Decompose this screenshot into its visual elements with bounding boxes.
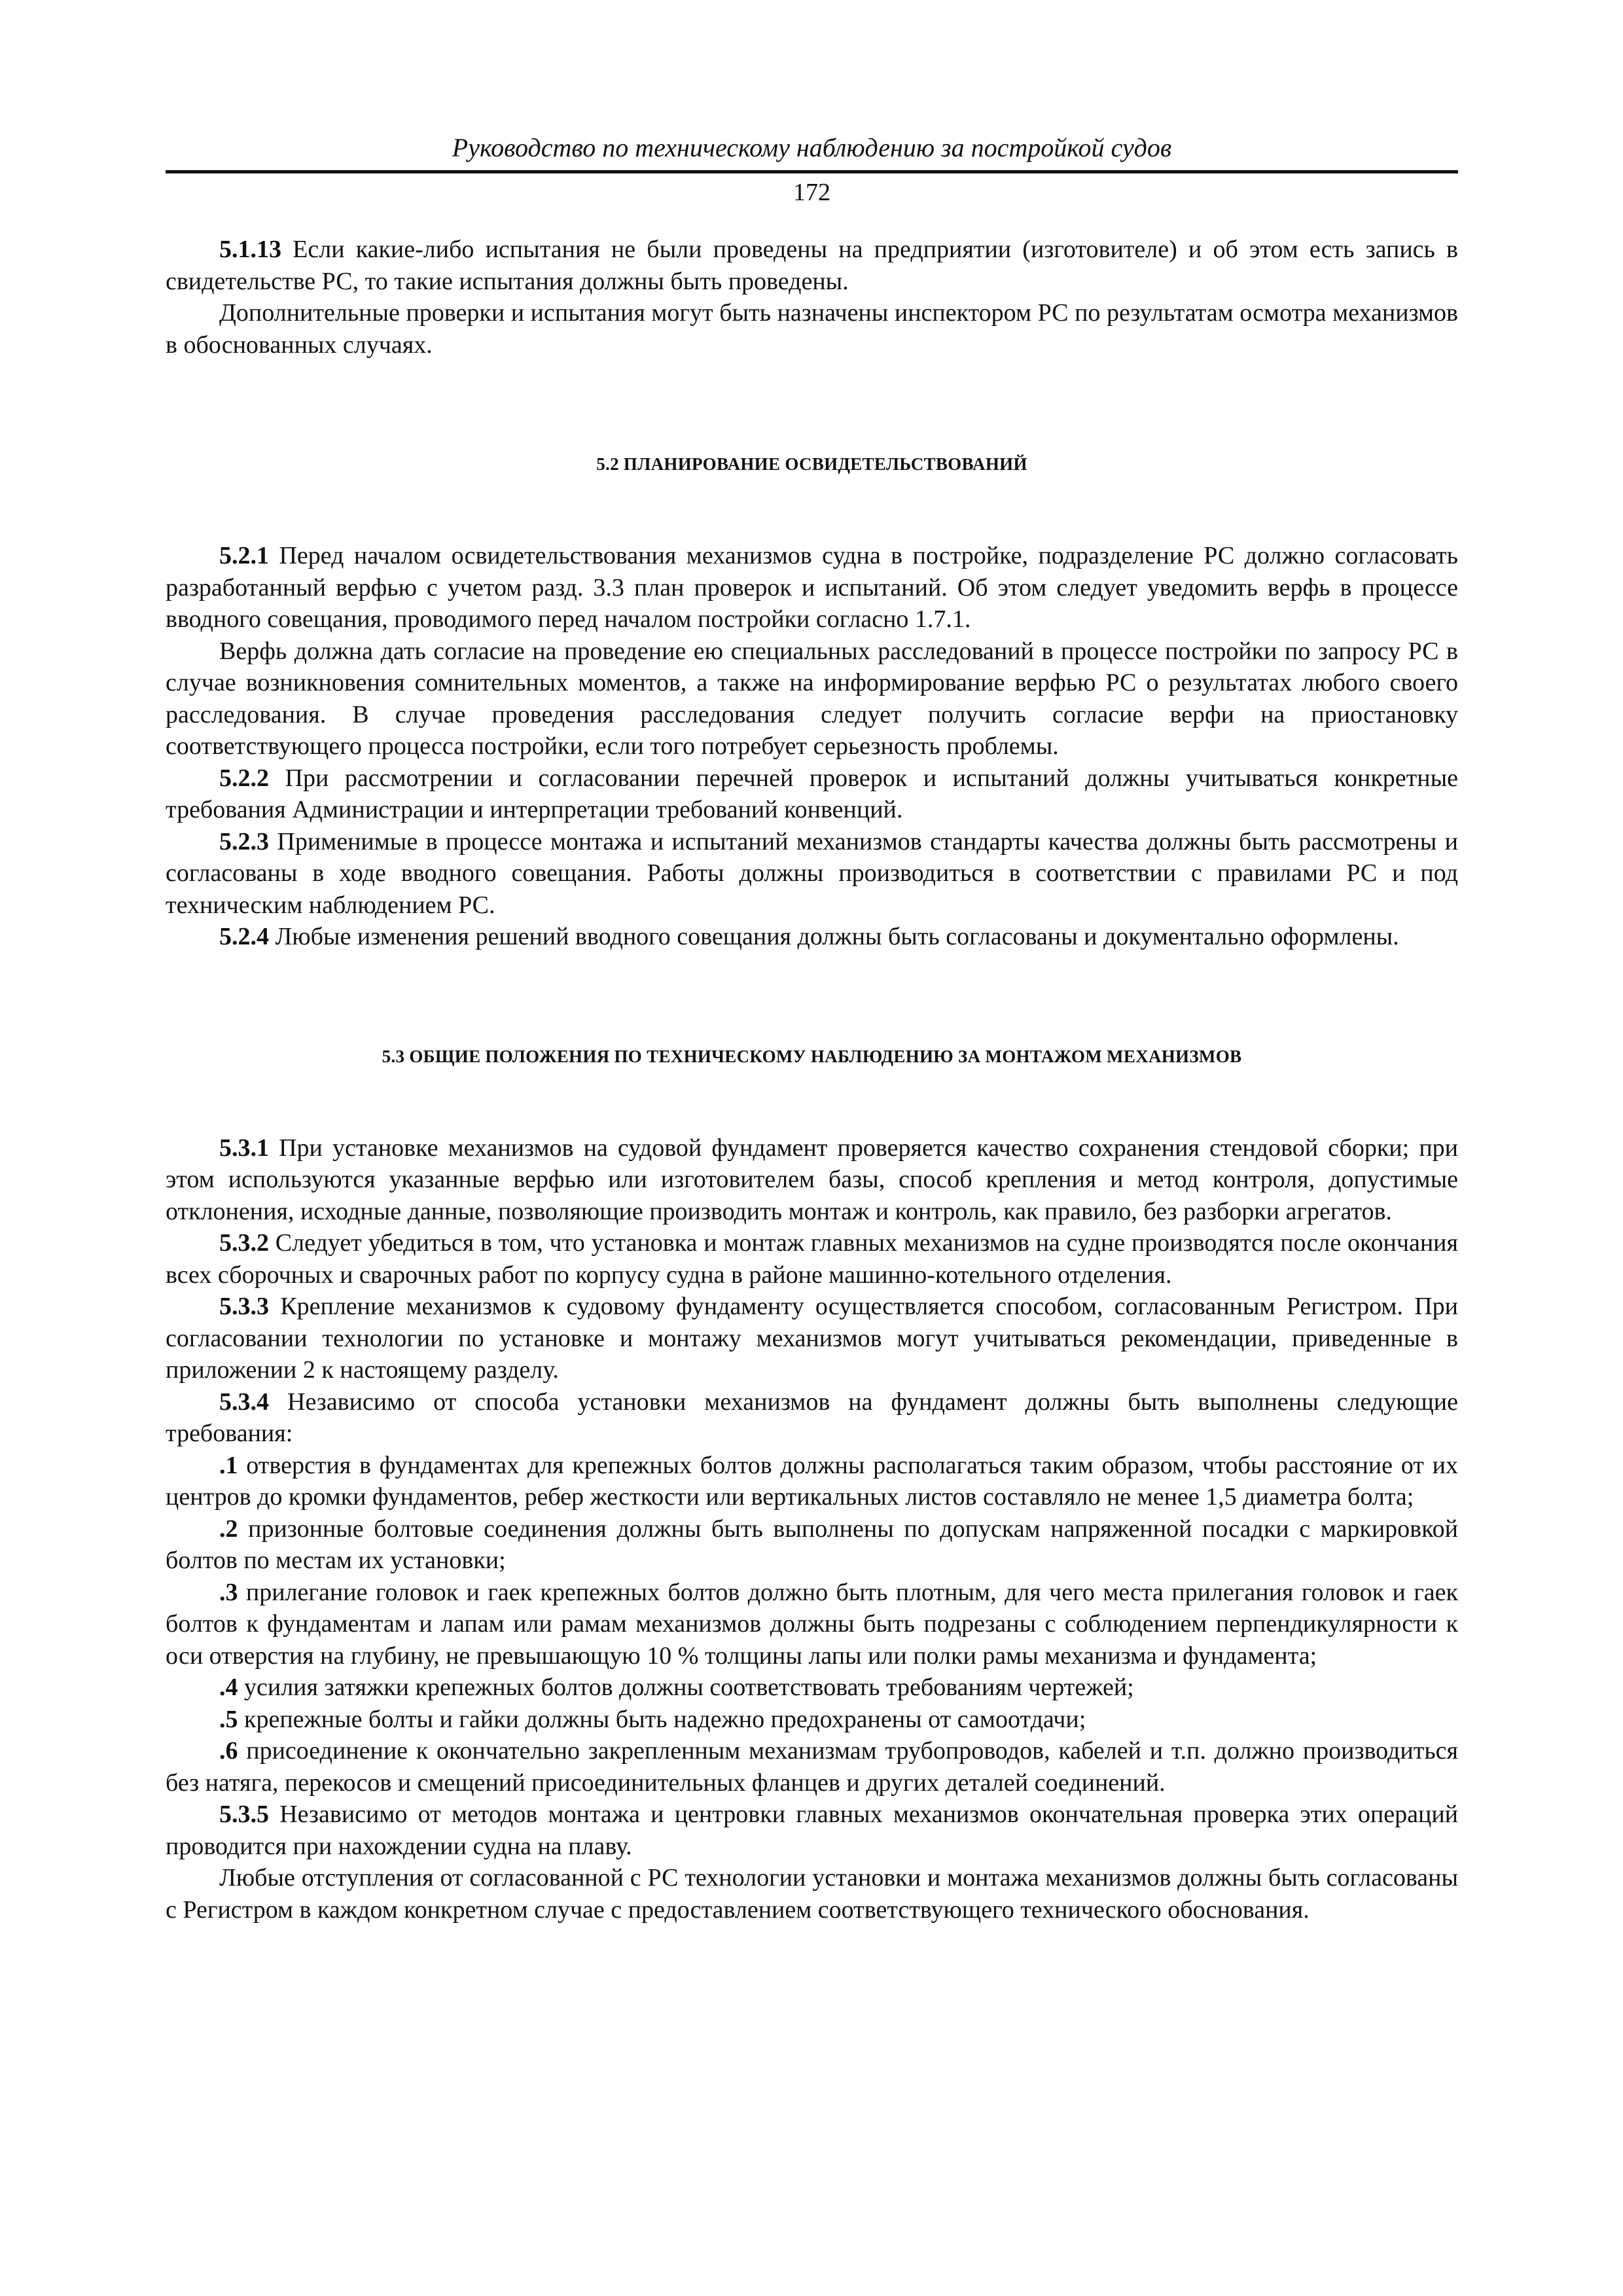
- paragraph-text: Независимо от методов монтажа и центровки главных механизмов окончательная проверка этих операций проводится при нахождении судна на плаву.: [166, 1801, 1458, 1860]
- clause-number: 5.2.1: [219, 542, 269, 569]
- clause-number: 5.2.2: [219, 764, 269, 792]
- header-rule: [166, 170, 1458, 173]
- paragraph-5-3-5-continued: [166, 1862, 1458, 1926]
- paragraph-5-1-13-continued: [166, 297, 1458, 361]
- paragraph-text: Верфь должна дать согласие на проведение ею специальных расследований в процессе постройки по запросу РС в случае возникновения сомнительных моментов, а также на информирование верфью РС о результатах любого своего расследования. В случае проведения расследования следует получить согласие верфи на приостановку соответствующего процесса постройки, если того потребует серьезность проблемы.: [166, 637, 1458, 760]
- paragraph-text: При рассмотрении и согласовании перечней проверок и испытаний должны учитываться конкретные требования Администрации и интерпретации требований конвенций.: [166, 764, 1458, 823]
- list-item-text: прилегание головок и гаек крепежных болтов должно быть плотным, для чего места прилегания головок и гаек болтов к фундаментам и лапам или рамам механизмов должны быть подрезаны с соблюдением перпендикулярности к оси отверстия на глубину, не превышающую 10 % толщины лапы или полки рамы механизма и фундамента;: [166, 1578, 1458, 1670]
- list-marker: .1: [219, 1451, 238, 1479]
- clause-number: 5.2.4: [219, 923, 269, 950]
- list-marker: .2: [219, 1515, 238, 1543]
- running-head: Руководство по техническому наблюдению за постройкой судов: [452, 133, 1172, 162]
- list-item-6: [166, 1735, 1458, 1799]
- paragraph-5-2-1-continued: [166, 636, 1458, 762]
- list-item-text: присоединение к окончательно закрепленным механизмам трубопроводов, кабелей и т.п. должно производиться без натяга, перекосов и смещений присоединительных фланцев и других деталей соединений.: [166, 1737, 1458, 1797]
- list-item-text: крепежные болты и гайки должны быть надежно предохранены от самоотдачи;: [238, 1705, 1086, 1733]
- section-title-5-2: 5.2 ПЛАНИРОВАНИЕ ОСВИДЕТЕЛЬСТВОВАНИЙ: [596, 454, 1027, 474]
- list-marker: .5: [219, 1705, 238, 1733]
- list-item-4: [166, 1672, 1458, 1704]
- paragraph-text: Дополнительные проверки и испытания могут быть назначены инспектором РС по результатам осмотра механизмов в обоснованных случаях.: [166, 299, 1458, 359]
- paragraph-text: Любые изменения решений вводного совещания должны быть согласованы и документально оформлены.: [269, 923, 1399, 950]
- clause-number: 5.3.1: [219, 1134, 269, 1162]
- clause-number: 5.3.4: [219, 1388, 269, 1416]
- paragraph-5-1-13: [166, 234, 1458, 297]
- paragraph-5-3-2: [166, 1227, 1458, 1291]
- page-number: 172: [793, 179, 830, 206]
- clause-number: 5.3.5: [219, 1801, 269, 1828]
- paragraph-5-3-3: [166, 1291, 1458, 1386]
- list-item-3: [166, 1577, 1458, 1672]
- list-item-text: призонные болтовые соединения должны быть выполнены по допускам напряженной посадки с маркировкой болтов по местам их установки;: [166, 1515, 1458, 1574]
- paragraph-5-2-3: [166, 826, 1458, 922]
- list-item-text: усилия затяжки крепежных болтов должны соответствовать требованиям чертежей;: [238, 1674, 1134, 1701]
- paragraph-text: Если какие-либо испытания не были проведены на предприятии (изготовителе) и об этом есть запись в свидетельстве РС, то такие испытания должны быть проведены.: [166, 236, 1458, 295]
- clause-number: 5.1.13: [219, 236, 281, 263]
- list-item-5: [166, 1704, 1458, 1736]
- paragraph-5-3-4: [166, 1386, 1458, 1450]
- list-marker: .3: [219, 1578, 238, 1606]
- paragraph-text: Перед началом освидетельствования механизмов судна в постройке, подразделение РС должно согласовать разработанный верфью с учетом разд. 3.3 план проверок и испытаний. Об этом следует уведомить верфь в процессе вводного совещания, проводимого перед началом постройки согласно 1.7.1.: [166, 542, 1458, 633]
- list-marker: .4: [219, 1674, 238, 1701]
- list-marker: .6: [219, 1737, 238, 1765]
- paragraph-5-3-1: [166, 1132, 1458, 1228]
- paragraph-text: При установке механизмов на судовой фундамент проверяется качество сохранения стендовой сборки; при этом используются указанные верфью или изготовителем базы, способ крепления и метод контроля, допустимые отклонения, исходные данные, позволяющие производить монтаж и контроль, как правило, без разборки агрегатов.: [166, 1134, 1458, 1225]
- clause-number: 5.2.3: [219, 827, 269, 855]
- list-item-2: [166, 1513, 1458, 1577]
- paragraph-text: Любые отступления от согласованной с РС технологии установки и монтажа механизмов должны быть согласованы с Регистром в каждом конкретном случае с предоставлением соответствующего технического обоснования.: [166, 1864, 1458, 1924]
- document-page: [166, 131, 1458, 1926]
- paragraph-5-2-4: [166, 921, 1458, 953]
- paragraph-text: Следует убедиться в том, что установка и монтаж главных механизмов на судне производятся после окончания всех сборочных и сварочных работ по корпусу судна в районе машинно-котельного отделения.: [166, 1229, 1458, 1289]
- section-title-5-3: 5.3 ОБЩИЕ ПОЛОЖЕНИЯ ПО ТЕХНИЧЕСКОМУ НАБЛЮДЕНИЮ ЗА МОНТАЖОМ МЕХАНИЗМОВ: [382, 1046, 1242, 1066]
- clause-number: 5.3.2: [219, 1229, 269, 1257]
- paragraph-5-2-1: [166, 540, 1458, 636]
- list-item-1: [166, 1450, 1458, 1513]
- paragraph-text: Крепление механизмов к судовому фундаменту осуществляется способом, согласованным Регистром. При согласовании технологии по установке и монтажу механизмов могут учитываться рекомендации, приведенные в приложении 2 к настоящему разделу.: [166, 1293, 1458, 1384]
- paragraph-5-2-2: [166, 762, 1458, 826]
- document-body: [166, 234, 1458, 1926]
- list-item-text: отверстия в фундаментах для крепежных болтов должны располагаться таким образом, чтобы расстояние от их центров до кромки фундаментов, ребер жесткости или вертикальных листов составляло не менее 1,5 диаметра болта;: [166, 1451, 1458, 1511]
- paragraph-text: Применимые в процессе монтажа и испытаний механизмов стандарты качества должны быть рассмотрены и согласованы в ходе вводного совещания. Работы должны производиться в соответствии с правилами РС и под техническим наблюдением РС.: [166, 827, 1458, 919]
- paragraph-text: Независимо от способа установки механизмов на фундамент должны быть выполнены следующие требования:: [166, 1388, 1458, 1447]
- paragraph-5-3-5: [166, 1799, 1458, 1862]
- clause-number: 5.3.3: [219, 1293, 269, 1320]
